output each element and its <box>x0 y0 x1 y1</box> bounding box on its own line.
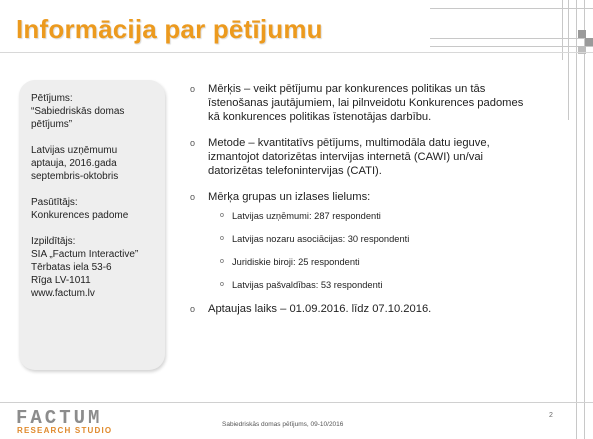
survey-block <box>31 144 165 183</box>
grid-square <box>578 30 586 38</box>
sub-list-item <box>190 279 560 291</box>
study-name-line: pētījums” <box>31 119 73 130</box>
grid-square <box>585 38 593 46</box>
title-divider <box>0 52 593 53</box>
footer-divider <box>0 402 593 403</box>
factum-logo: FACTUM <box>16 407 103 429</box>
goal-line: Mērķis – veikt pētījumu par konkurences politikas un tās <box>208 83 486 95</box>
sub-bullet-icon: o <box>220 258 224 265</box>
sample-item-text: Juridiskie biroji: 25 respondenti <box>232 257 360 267</box>
list-item-sample <box>190 190 560 204</box>
method-line: izmantojot datorizētas intervijas internetā (CAWI) un/vai <box>208 151 484 163</box>
grid-line <box>430 46 593 47</box>
bullet-icon: o <box>190 138 196 148</box>
sub-list-item <box>190 256 560 268</box>
contractor-block <box>31 235 165 300</box>
sample-item-text: Latvijas nozaru asociācijas: 30 respondenti <box>232 234 410 244</box>
sub-bullet-icon: o <box>220 212 224 219</box>
goal-line: kā konkurences politikas īstenotājas darbību. <box>208 111 432 123</box>
bullet-icon: o <box>190 192 196 202</box>
client-label: Pasūtītājs: <box>31 197 78 208</box>
sample-item-text: Latvijas pašvaldības: 53 respondenti <box>232 280 383 290</box>
page-number: 2 <box>549 412 553 419</box>
sample-heading: Mērķa grupas un izlases lielums: <box>208 191 371 203</box>
survey-line: septembris-oktobris <box>31 171 119 182</box>
goal-line: īstenošanas jautājumiem, lai pilnveidotu Konkurences padomes <box>208 97 524 109</box>
list-item-timing <box>190 302 560 316</box>
survey-line: Latvijas uzņēmumu <box>31 145 118 156</box>
footer-caption: Sabiedriskās domas pētījums, 09-10/2016 <box>222 421 344 428</box>
method-line: datorizētas telefonintervijas (CATI). <box>208 165 382 177</box>
grid-line <box>562 0 563 60</box>
contractor-label: Izpildītājs: <box>31 236 76 247</box>
method-line: Metode – kvantitatīvs pētījums, multimodāla datu ieguve, <box>208 137 490 149</box>
sub-bullet-icon: o <box>220 235 224 242</box>
list-item-goal <box>190 82 560 124</box>
sub-list-item <box>190 233 560 245</box>
study-name-line: “Sabiedriskās domas <box>31 106 125 117</box>
sub-bullet-icon: o <box>220 281 224 288</box>
contractor-line: SIA „Factum Interactive” <box>31 249 139 260</box>
sample-sublist <box>190 210 560 291</box>
grid-line <box>430 8 593 9</box>
timing-text: Aptaujas laiks – 01.09.2016. līdz 07.10.2016. <box>208 303 432 315</box>
sub-list-item <box>190 210 560 222</box>
bullet-icon: o <box>190 84 196 94</box>
grid-line <box>584 0 585 439</box>
client-block <box>31 196 165 222</box>
main-content <box>190 82 560 328</box>
contractor-website: www.factum.lv <box>31 288 95 299</box>
study-label: Pētījums: <box>31 93 73 104</box>
bullet-icon: o <box>190 304 196 314</box>
study-block <box>31 92 165 131</box>
page-title: Informācija par pētījumu <box>16 14 323 44</box>
contractor-line: Tērbatas iela 53-6 <box>31 262 112 273</box>
sample-item-text: Latvijas uzņēmumi: 287 respondenti <box>232 211 381 221</box>
grid-line <box>576 0 577 439</box>
contractor-line: Rīga LV-1011 <box>31 275 91 286</box>
info-sidebar <box>19 80 165 370</box>
grid-line <box>568 0 569 120</box>
survey-line: aptauja, 2016.gada <box>31 158 117 169</box>
grid-line <box>430 38 593 39</box>
client-name: Konkurences padome <box>31 210 129 221</box>
research-studio-logo: RESEARCH STUDIO <box>17 426 113 435</box>
list-item-method <box>190 136 560 178</box>
